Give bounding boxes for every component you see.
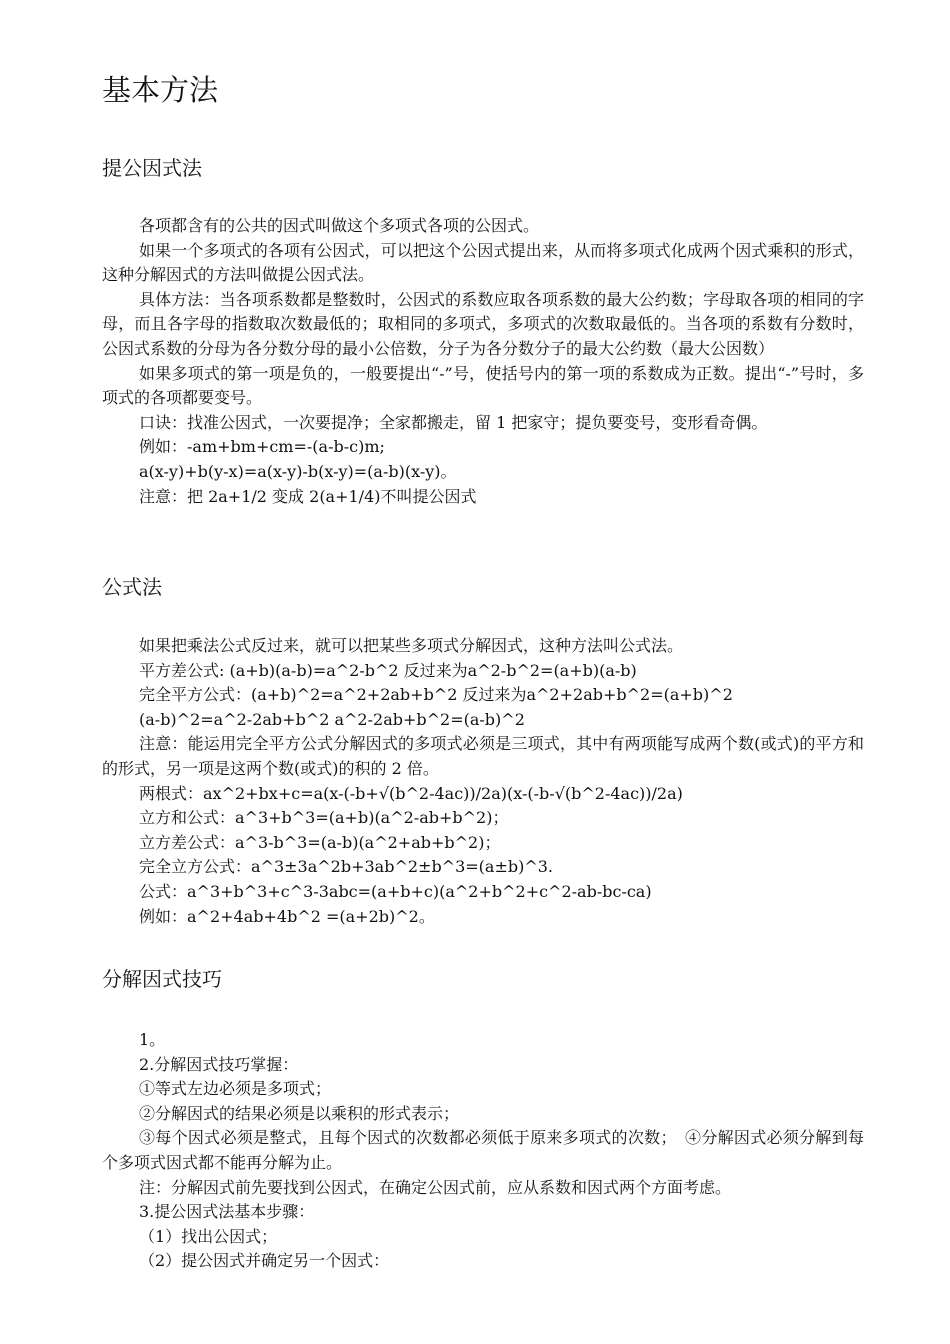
formula-line: 公式：a^3+b^3+c^3-3abc=(a+b+c)(a^2+b^2+c^2-ab-bc-ca) [139,881,652,901]
paragraph: 注意：能运用完全平方公式分解因式的多项式必须是三项式，其中有两项能写成两个数(或式)的平方和的形式，另一项是这两个数(或式)的积的 2 倍。 [102,734,864,778]
list-item: （1）找出公因式； [139,1226,278,1246]
list-item: （2）提公因式并确定另一个因式： [139,1251,390,1271]
formula-line: a(x-y)+b(y-x)=a(x-y)-b(x-y)=(a-b)(x-y)。 [139,461,457,481]
paragraph: 注：分解因式前先要找到公因式，在确定公因式前，应从系数和因式两个方面考虑。 [139,1177,732,1197]
formula-line: (a-b)^2=a^2-2ab+b^2 a^2-2ab+b^2=(a-b)^2 [139,709,525,729]
formula-line: 两根式：ax^2+bx+c=a(x-(-b+√(b^2-4ac))/2a)(x-(-b-√(b^2-4ac))/2a) [139,783,683,803]
section-heading-formula: 公式法 [102,575,162,599]
paragraph: 如果一个多项式的各项有公因式，可以把这个公因式提出来，从而将多项式化成两个因式乘积的形式，这种分解因式的方法叫做提公因式法。 [102,240,864,285]
formula-line: 完全立方公式：a^3±3a^2b+3ab^2±b^3=(a±b)^3. [139,857,554,877]
section-heading-techniques: 分解因式技巧 [102,967,222,991]
paragraph: 具体方法：当各项系数都是整数时，公因式的系数应取各项系数的最大公约数；字母取各项的相同的字母，而且各字母的指数取次数最低的；取相同的多项式，多项式的次数取最低的。当各项的系数有分数时，公因式系数的分母为各分数分母的最小公倍数，分子为各分数分子的最大公约数（最大公因数） [102,289,864,358]
paragraph: 2.分解因式技巧掌握： [139,1054,299,1074]
formula-line: 平方差公式: (a+b)(a-b)=a^2-b^2 反过来为a^2-b^2=(a+b)(a-b) [139,660,637,680]
paragraph: 注意：把 2a+1/2 变成 2(a+1/4)不叫提公因式 [139,486,477,506]
formula-line: 完全平方公式：(a+b)^2=a^2+2ab+b^2 反过来为a^2+2ab+b^2=(a+b)^2 [139,685,733,705]
list-item: ③每个因式必须是整式，且每个因式的次数都必须低于原来多项式的次数； ④分解因式必须分解到每个多项式因式都不能再分解为止。 [102,1128,864,1172]
formula-line: 立方差公式：a^3-b^3=(a-b)(a^2+ab+b^2)； [139,832,501,852]
section-heading-common-factor: 提公因式法 [102,156,202,180]
paragraph: 1。 [139,1030,166,1049]
section-body-techniques [102,1028,864,1274]
list-item: ②分解因式的结果必须是以乘积的形式表示； [139,1103,460,1123]
paragraph: 如果多项式的第一项是负的，一般要提出“-”号，使括号内的第一项的系数成为正数。提出“-”号时，多项式的各项都要变号。 [102,363,864,408]
paragraph: 3.提公因式法基本步骤： [139,1202,315,1222]
formula-line: 例如：a^2+4ab+4b^2 =(a+2b)^2。 [139,906,435,926]
paragraph: 例如：-am+bm+cm=-(a-b-c)m; [139,437,385,457]
paragraph: 口诀：找准公因式，一次要提净；全家都搬走，留 1 把家守；提负要变号，变形看奇偶。 [139,412,768,432]
section-body-formula [102,634,864,929]
formula-line: 立方和公式：a^3+b^3=(a+b)(a^2-ab+b^2)； [139,808,509,828]
paragraph: 各项都含有的公共的因式叫做这个多项式各项的公因式。 [139,216,540,235]
page-title: 基本方法 [102,73,219,107]
paragraph: 如果把乘法公式反过来，就可以把某些多项式分解因式，这种方法叫公式法。 [139,636,684,655]
list-item: ①等式左边必须是多项式； [139,1079,332,1099]
section-body-common-factor [102,214,864,509]
